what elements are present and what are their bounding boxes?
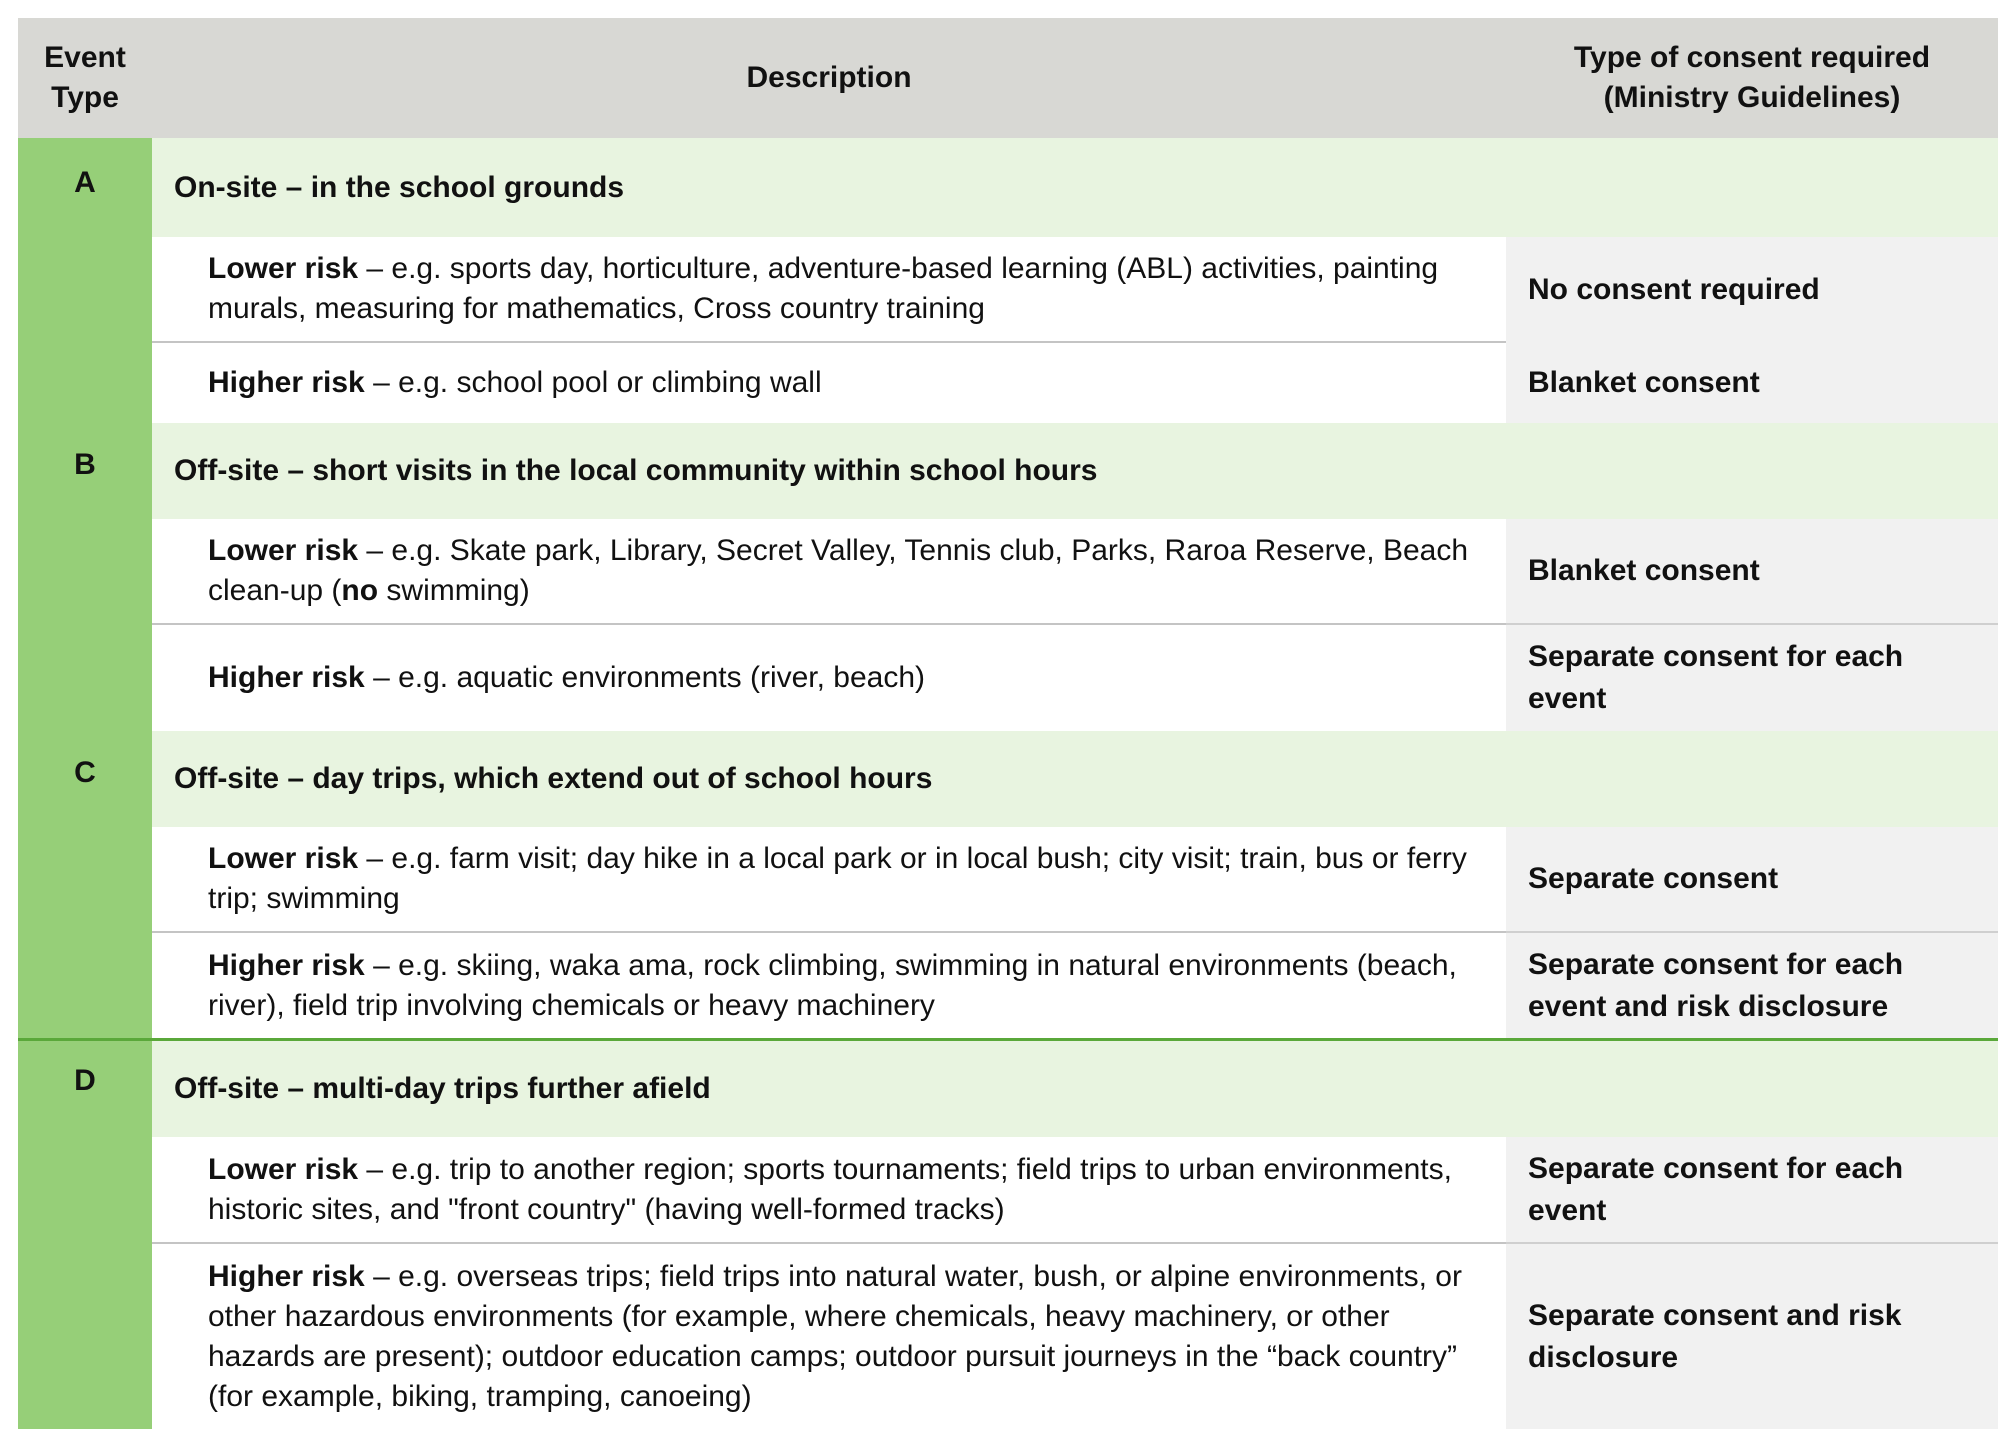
- row-detail: – e.g. farm visit; day hike in a local park or in local bush; city visit; train, bus or ferry trip; swimming: [208, 842, 1467, 915]
- row-b-lower-consent: [1506, 519, 1998, 625]
- row-a-higher-description: [152, 343, 1506, 423]
- row-d-higher-consent: [1506, 1244, 1998, 1429]
- event-type-column-d: [18, 1041, 152, 1429]
- row-detail: – e.g. sports day, horticulture, adventure-based learning (ABL) activities, painting murals, measuring for mathematics, Cross country training: [208, 252, 1439, 325]
- row-c-lower-text: [208, 839, 1476, 919]
- risk-level: Lower risk: [208, 842, 359, 875]
- risk-level: Higher risk: [208, 1259, 365, 1293]
- event-type-column-abc: [18, 138, 152, 1038]
- category-b: [152, 423, 1506, 519]
- category-d-label: Off-site – multi-day trips further afield: [174, 1072, 711, 1105]
- row-detail: – e.g. trip to another region; sports tournaments; field trips to urban environments, historic sites, and "front country" (having well-formed tracks): [208, 1152, 1452, 1226]
- header-description-label: Description: [746, 61, 912, 94]
- row-detail: – e.g. aquatic environments (river, beach): [364, 661, 926, 694]
- category-c: [152, 731, 1506, 827]
- row-d-higher-description: [152, 1244, 1506, 1429]
- row-d-higher-text: [208, 1257, 1476, 1417]
- row-b-higher-text: [208, 658, 925, 698]
- consent-value: Separate consent for each event and risk disclosure: [1528, 947, 1904, 1023]
- row-b-higher-description: [152, 625, 1506, 731]
- row-c-higher-text: [208, 946, 1476, 1026]
- row-b-lower-text: [208, 531, 1476, 611]
- row-c-lower-description: [152, 827, 1506, 933]
- row-b-higher-consent: [1506, 625, 1998, 731]
- header-consent-label: Type of consent required (Ministry Guidelines): [1573, 41, 1931, 114]
- row-d-lower-description: [152, 1137, 1506, 1244]
- event-type-a: A: [74, 166, 96, 199]
- row-a-higher-text: [208, 363, 822, 403]
- row-detail: – e.g. Skate park, Library, Secret Valley, Tennis club, Parks, Raroa Reserve, Beach clean-up (: [208, 534, 1469, 607]
- category-d-consent: [1506, 1041, 1998, 1137]
- risk-level: Higher risk: [208, 948, 365, 982]
- row-a-higher-consent: [1506, 343, 1998, 423]
- risk-level: Lower risk: [208, 534, 359, 567]
- category-a-consent: [1506, 138, 1998, 237]
- consent-value: Separate consent for each event: [1528, 1151, 1904, 1227]
- header-description: [152, 18, 1506, 138]
- consent-value: Separate consent for each event: [1528, 640, 1904, 715]
- event-type-d: D: [74, 1064, 96, 1097]
- category-a: [152, 138, 1506, 237]
- consent-value: Blanket consent: [1528, 554, 1760, 587]
- row-detail: – e.g. overseas trips; field trips into natural water, bush, or alpine environments, or other hazardous environments (for example, where chemicals, heavy machinery, or other hazards are present); outdoor education camps; outdoor pursuit journeys in the “back country” (for example, biking, tramping, canoeing): [208, 1259, 1462, 1413]
- event-type-b: B: [74, 448, 96, 481]
- consent-value: Separate consent and risk disclosure: [1528, 1298, 1902, 1374]
- consent-value: Blanket consent: [1528, 366, 1760, 399]
- risk-level: Lower risk: [208, 252, 359, 285]
- emphasis-no: no: [341, 574, 379, 607]
- category-a-label: On-site – in the school grounds: [174, 170, 625, 204]
- category-b-consent: [1506, 423, 1998, 519]
- category-b-label: Off-site – short visits in the local community within school hours: [174, 454, 1098, 487]
- row-c-lower-consent: [1506, 827, 1998, 933]
- risk-level: Lower risk: [208, 1152, 359, 1186]
- header-event-type-label: Event Type: [44, 41, 126, 114]
- row-c-higher-description: [152, 933, 1506, 1038]
- header-consent: [1506, 18, 1998, 138]
- event-type-c: C: [74, 756, 96, 789]
- category-c-label: Off-site – day trips, which extend out of school hours: [174, 762, 933, 795]
- risk-level: Higher risk: [208, 366, 365, 399]
- consent-value: No consent required: [1528, 273, 1820, 306]
- row-detail: – e.g. school pool or climbing wall: [364, 366, 822, 399]
- row-a-lower-consent: [1506, 237, 1998, 343]
- row-b-lower-description: [152, 519, 1506, 625]
- risk-level: Higher risk: [208, 661, 365, 694]
- row-d-lower-consent: [1506, 1137, 1998, 1244]
- row-c-higher-consent: [1506, 933, 1998, 1038]
- consent-value: Separate consent: [1528, 862, 1779, 895]
- row-detail: – e.g. skiing, waka ama, rock climbing, swimming in natural environments (beach, river), field trip involving chemicals or heavy machinery: [208, 948, 1457, 1022]
- category-c-consent: [1506, 731, 1998, 827]
- category-d: [152, 1041, 1506, 1137]
- row-a-lower-text: [208, 249, 1476, 329]
- row-detail-end: swimming): [378, 574, 530, 607]
- row-d-lower-text: [208, 1150, 1476, 1230]
- row-a-lower-description: [152, 237, 1506, 343]
- header-event-type: [18, 18, 152, 138]
